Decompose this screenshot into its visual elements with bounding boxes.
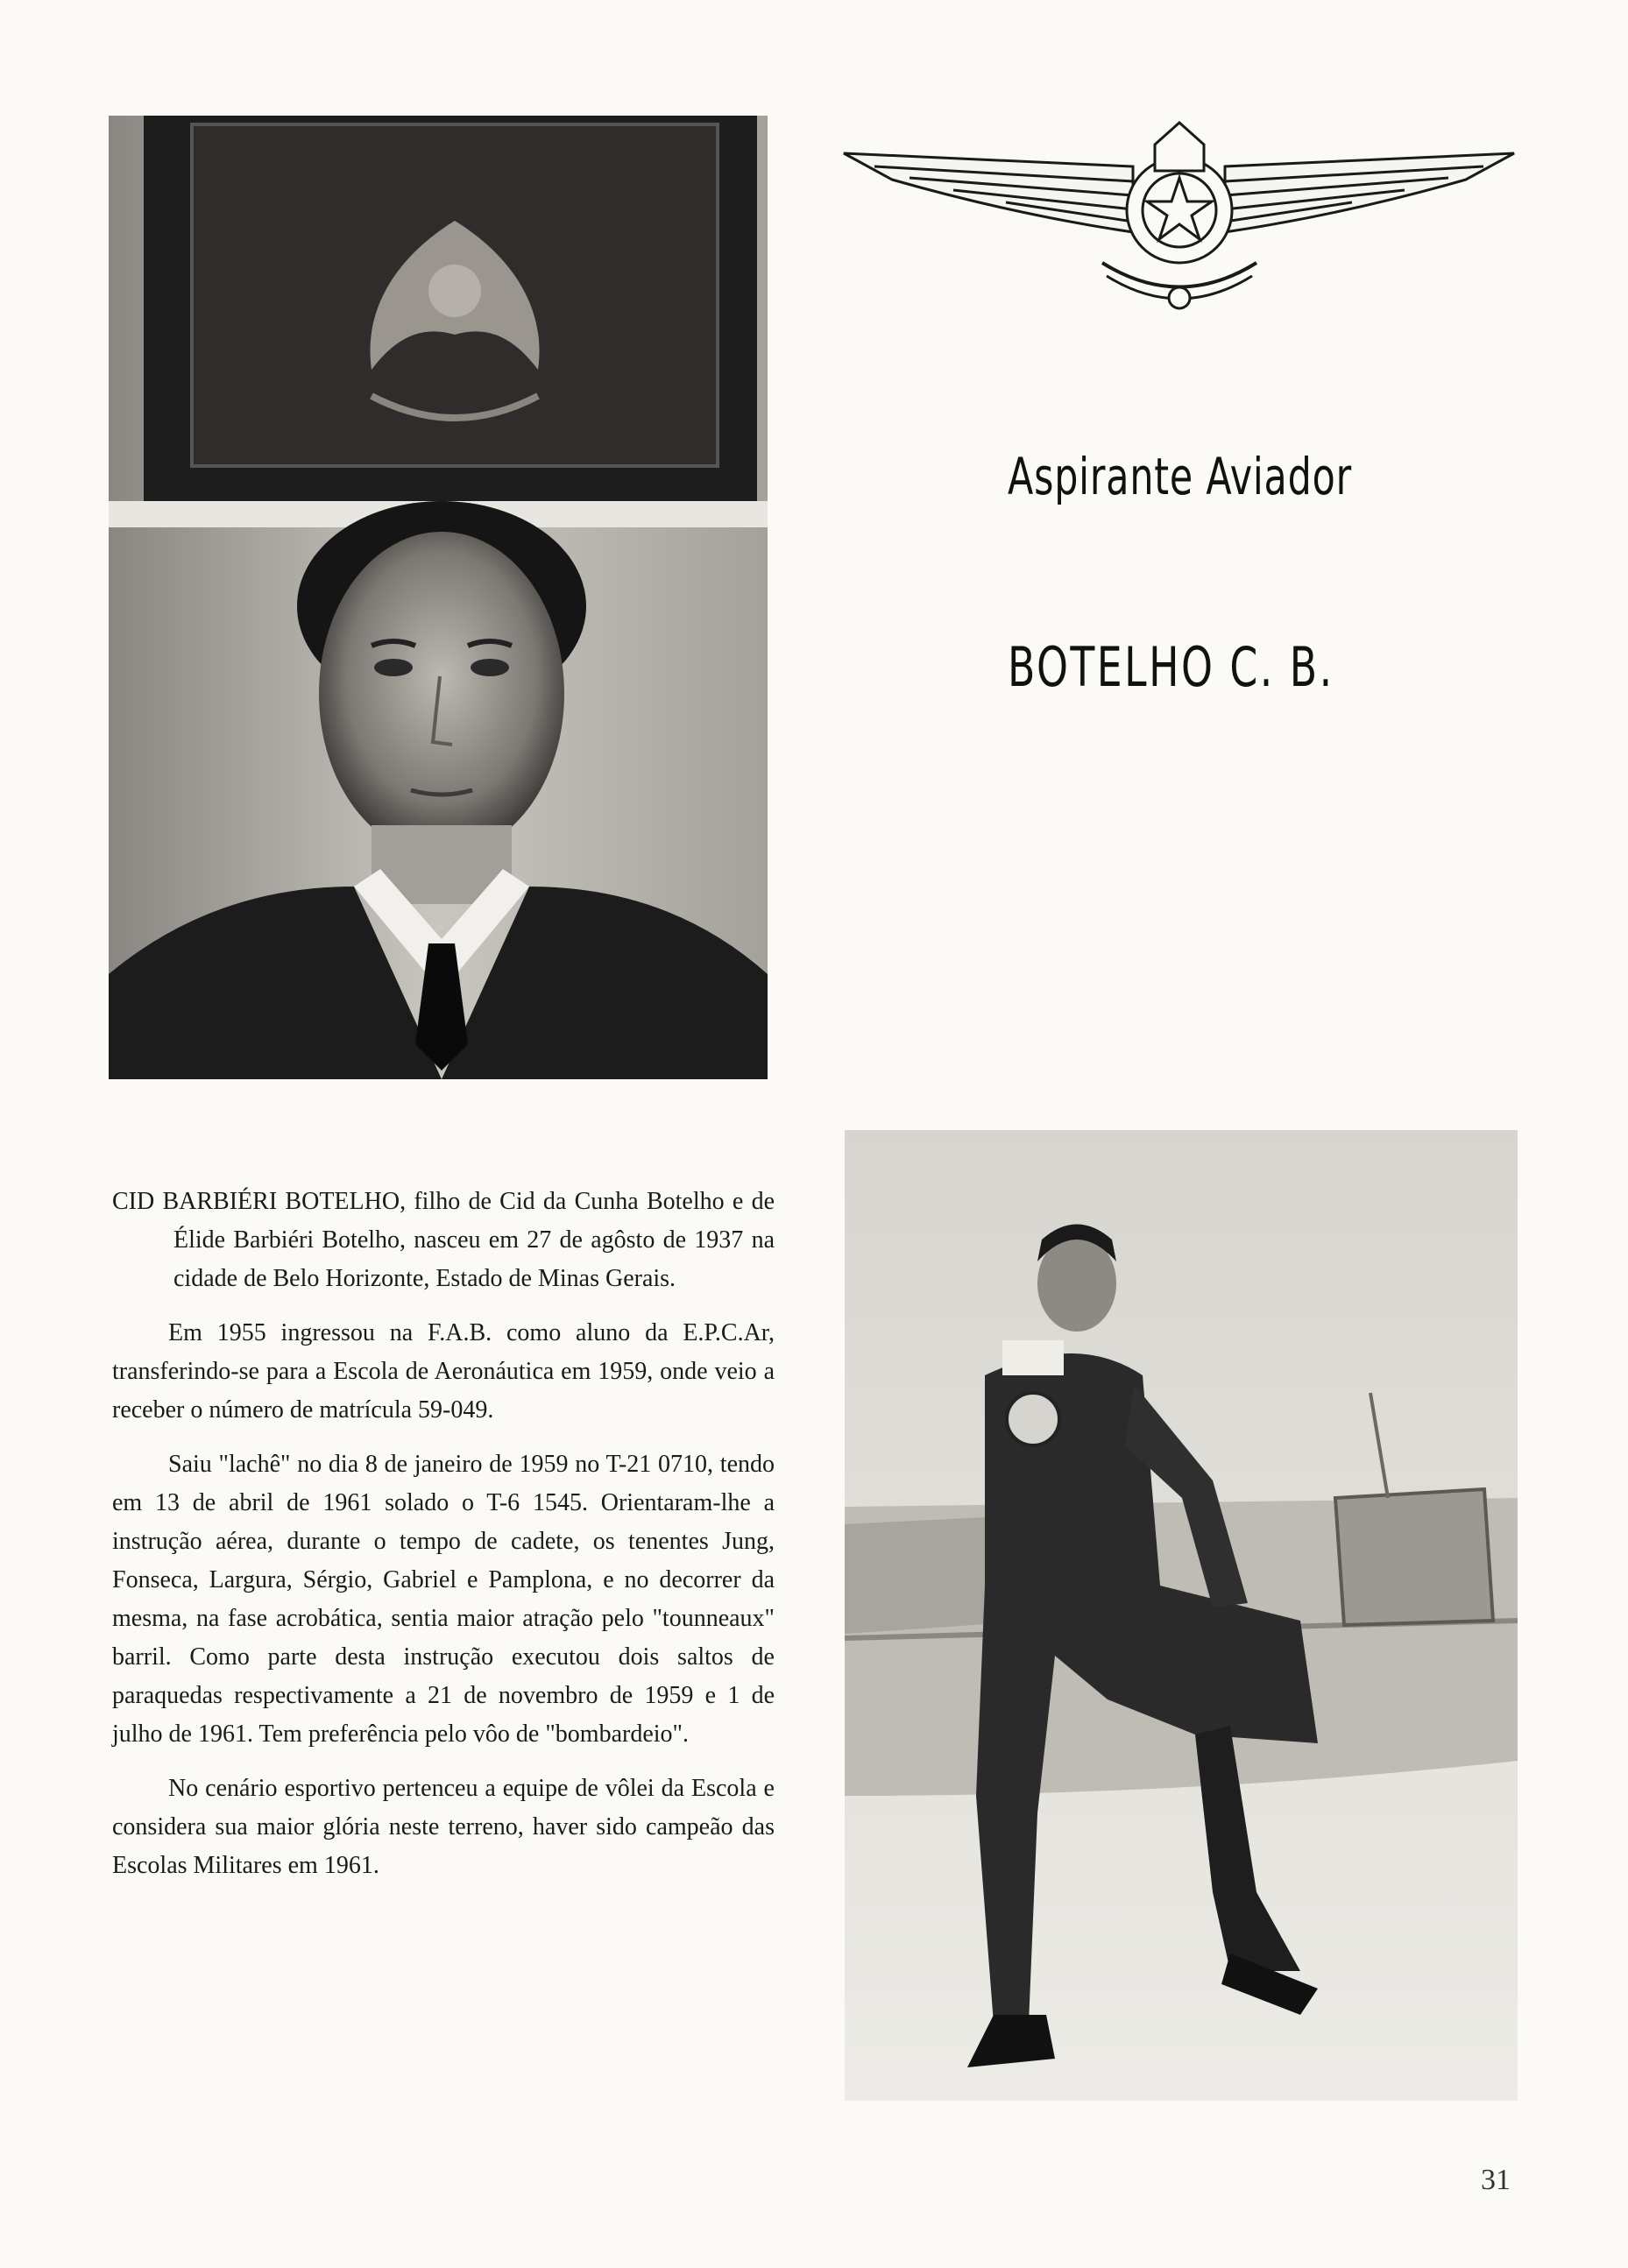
rank-title: Aspirante Aviador (1008, 447, 1352, 506)
portrait-photo (109, 116, 768, 1079)
cadet-on-aircraft-photo (845, 1130, 1518, 2101)
air-force-wings-icon (839, 118, 1518, 320)
biography-text (112, 1183, 775, 1901)
page-number: 31 (1481, 2164, 1511, 2196)
bio-paragraph: Saiu "lachê" no dia 8 de janeiro de 1959 no T-21 0710, tendo em 13 de abril de 1961 solado o T-6 1545. Orientaram-lhe a instrução aérea, durante o tempo de cadete, os tenentes Jung, Fonseca, Largura, Sérgio, Gabriel e Pamplona, e no decorrer da mesma, na fase acrobática, sentia maior atração pelo "tounneaux" barril. Como parte desta instrução executou dois saltos de paraquedas respectivamente a 21 de novembro de 1959 e 1 de julho de 1961. Tem preferência pelo vôo de "bombardeio". (112, 1451, 775, 1748)
bio-paragraph: CID BARBIÉRI BOTELHO, filho de Cid da Cunha Botelho e de Élide Barbiéri Botelho, nasceu em 27 de agôsto de 1937 na cidade de Belo Horizonte, Estado de Minas Gerais. (112, 1188, 775, 1292)
bio-paragraph: Em 1955 ingressou na F.A.B. como aluno da E.P.C.Ar, transferindo-se para a Escola de Aeronáutica em 1959, onde veio a receber o número de matrícula 59-049. (112, 1319, 775, 1424)
cadet-name: BOTELHO C. B. (1008, 635, 1334, 699)
bio-paragraph: No cenário esportivo pertenceu a equipe de vôlei da Escola e considera sua maior glória neste terreno, haver sido campeão das Escolas Militares em 1961. (112, 1775, 775, 1879)
